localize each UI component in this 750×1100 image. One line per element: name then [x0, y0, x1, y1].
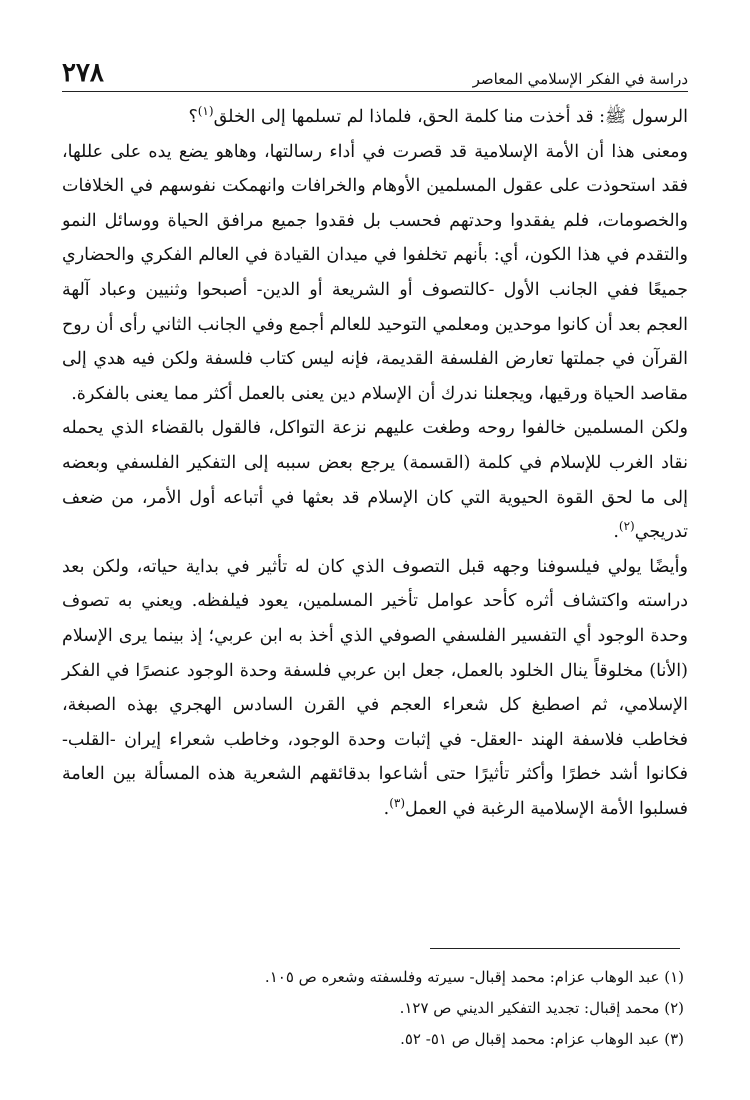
paragraph-4-end: .: [383, 798, 390, 819]
body-text: [62, 100, 688, 826]
paragraph-3-end: .: [613, 522, 619, 543]
footnote-ref-3: (٣): [389, 796, 406, 811]
page-number: ٢٧٨: [62, 58, 104, 88]
paragraph-1-text: الرسول ﷺ: قد أخذت منا كلمة الحق، فلماذا لم تسلمها إلى الخلق: [213, 107, 688, 127]
footnote-ref-2: (٢): [618, 519, 635, 534]
footnote-2: (٢) محمد إقبال: تجديد التفكير الديني ص ١٢٧.: [399, 999, 684, 1017]
paragraph-3: [62, 411, 688, 549]
paragraph-1: [62, 100, 688, 135]
paragraph-4-text: وأيضًا يولي فيلسوفنا وجهه قبل التصوف الذي كان له تأثير في بداية حياته، ولكن بعد دراسته واكتشاف أثره كأحد عوامل تأخير المسلمين، يعود فيلفظه. ويعني به تصوف وحدة الوجود أي التفسير الفلسفي الصوفي الذي أخذ به ابن عربي؛ إذ بينما يرى الإسلام (الأنا) مخلوقاً ينال الخلود بالعمل، جعل ابن عربي فلسفة وحدة الوجود عنصرًا في الفكر الإسلامي، ثم اصطبغ كل شعراء العجم في القرن السادس الهجري بهذه الصبغة، فخاطب فلاسفة الهند -العقل- في إثبات وحدة الوجود، وخاطب شعراء إيران -القلب- فكانوا أشد خطرًا وأكثر تأثيرًا حتى أشاعوا بدقائقهم الشعرية هذه المسألة بين العامة فسلبوا الأمة الإسلامية الرغبة في العمل: [62, 556, 688, 819]
paragraph-4: [62, 550, 688, 827]
paragraph-3-text: ولكن المسلمين خالفوا روحه وطغت عليهم نزعة التواكل، فالقول بالقضاء الذي يحمله نقاد الغرب للإسلام في كلمة (القسمة) يرجع بعض سببه إلى التفكير الفلسفي وبعضه إلى ما لحق القوة الحيوية التي كان الإسلام قد بعثها في أتباعه أول الأمر، من ضعف تدريجي: [62, 418, 688, 543]
footnotes: [62, 962, 684, 1055]
page-header: [62, 52, 688, 92]
paragraph-1-end: ؟: [188, 107, 198, 127]
footnote-3: (٣) عبد الوهاب عزام: محمد إقبال ص ٥١- ٥٢.: [400, 1030, 684, 1048]
footnote-separator: [430, 948, 680, 949]
running-title: دراسة في الفكر الإسلامي المعاصر: [472, 70, 688, 88]
footnote-1: (١) عبد الوهاب عزام: محمد إقبال- سيرته وفلسفته وشعره ص ١٠٥.: [264, 968, 684, 986]
footnote-ref-1: (١): [197, 104, 214, 119]
paragraph-2: ومعنى هذا أن الأمة الإسلامية قد قصرت في أداء رسالتها، وهاهو يضع يده على عللها، فقد استحوذت على عقول المسلمين الأوهام والخرافات وانهمكت نفوسهم في الخلافات والخصومات، فلم يفقدوا وحدتهم فحسب بل فقدوا جميع مرافق الحياة ووسائل النمو والتقدم في هذا الكون، أي: بأنهم تخلفوا في ميدان القيادة في العالم الفكري والحضاري جميعًا ففي الجانب الأول -كالتصوف أو الشريعة أو الدين- أصبحوا وثنيين وعباد آلهة العجم بعد أن كانوا موحدين ومعلمي التوحيد للعالم أجمع وفي الجانب الثاني رأى أن روح القرآن في جملتها تعارض الفلسفة القديمة، فإنه ليس كتاب فلسفة ولكن فيه هدي إلى مقاصد الحياة ورقيها، ويجعلنا ندرك أن الإسلام دين يعنى بالعمل أكثر مما يعنى بالفكرة.: [62, 141, 688, 404]
